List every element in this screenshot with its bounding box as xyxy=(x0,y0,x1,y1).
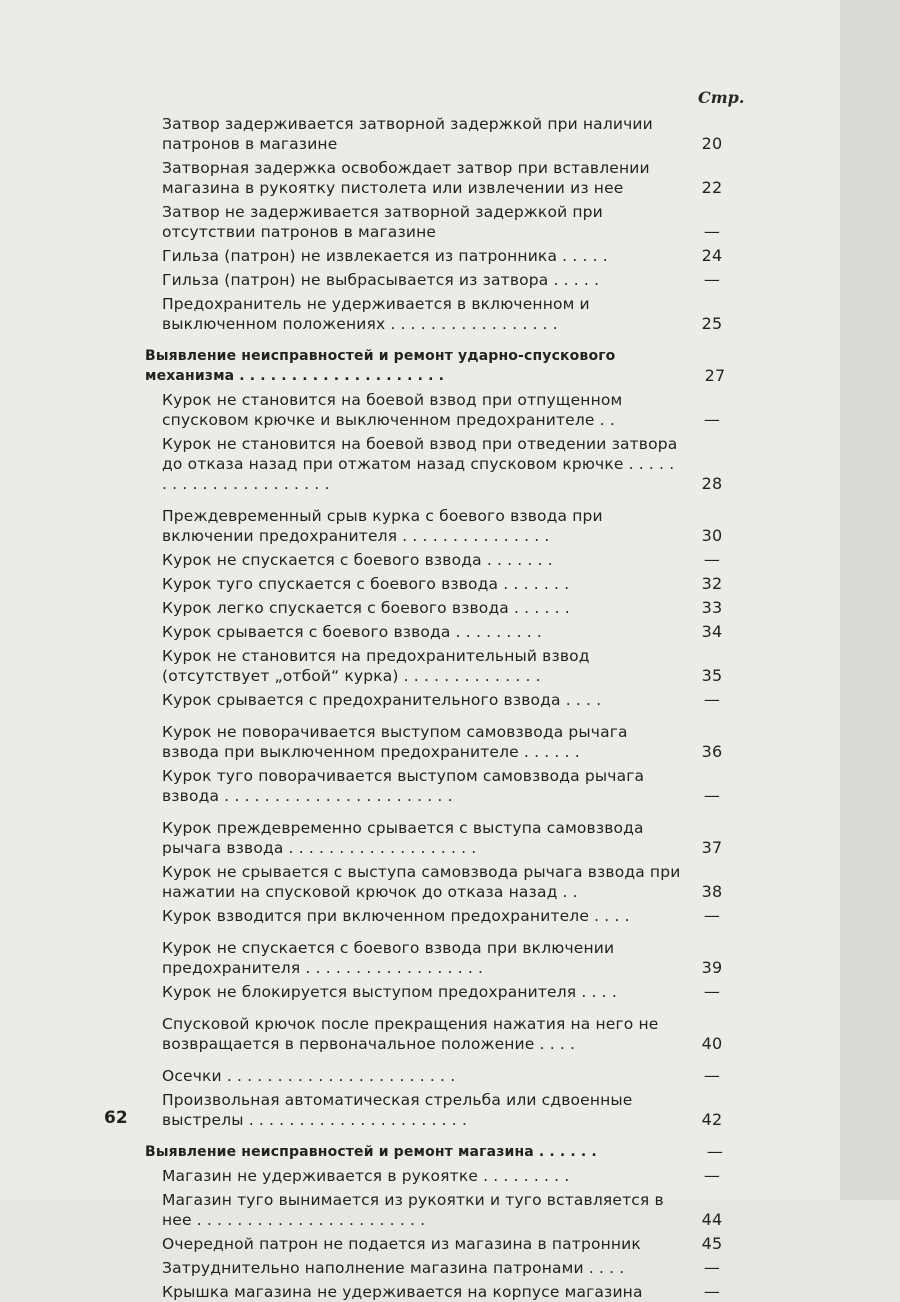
toc-entry-title: Гильза (патрон) не выбрасывается из затвора . . . . . xyxy=(162,271,600,289)
toc-entry-page: — xyxy=(703,1166,721,1185)
toc-entry-title: Курок не спускается с боевого взвода . . . . . . . xyxy=(162,551,553,569)
toc-entry-page: — xyxy=(706,1142,724,1161)
toc-entry-title: Курок туго поворачивается выступом самовзвода рычага взвода . . . . . . . . . . . . . . . . . . . . . . . xyxy=(162,767,645,805)
toc-entry-title: Курок не становится на предохранительный взвод (отсутствует „отбой“ курка) . . . . . . . . . . . . . . xyxy=(162,647,590,685)
toc-entry xyxy=(162,906,721,926)
toc-entry-title: Курок легко спускается с боевого взвода . . . . . . xyxy=(162,599,570,617)
toc-entry xyxy=(162,722,723,762)
toc-entry xyxy=(162,270,721,290)
toc-entry xyxy=(162,622,723,642)
toc-entry xyxy=(162,938,723,978)
toc-entry-title: Курок не становится на боевой взвод при отпущенном спусковом крючке и выключенном предохранителе . . xyxy=(162,391,623,429)
toc-entry xyxy=(162,506,723,546)
toc-entry-title: Осечки . . . . . . . . . . . . . . . . . . . . . . . xyxy=(162,1067,456,1085)
toc-entry xyxy=(162,1066,721,1086)
toc-entry xyxy=(162,158,723,198)
toc-entry xyxy=(162,1258,721,1278)
toc-entry-page: 28 xyxy=(701,474,723,493)
toc-entry-title: Произвольная автоматическая стрельба или сдвоенные выстрелы . . . . . . . . . . . . . . . . . . . . . . xyxy=(162,1091,633,1129)
toc-entry xyxy=(162,202,721,242)
toc-entry-title: Затвор не задерживается затворной задержкой при отсутствии патронов в магазине xyxy=(162,203,603,241)
toc-entry-page: 38 xyxy=(701,882,723,901)
toc-entry xyxy=(162,246,723,266)
toc-entry-title: Курок срывается с боевого взвода . . . . . . . . . xyxy=(162,623,542,641)
toc-entry-page: — xyxy=(703,550,721,569)
toc-entry xyxy=(162,1166,721,1186)
toc-entry-title: Курок не срывается с выступа самовзвода рычага взвода при нажатии на спусковой крючок до отказа назад . . xyxy=(162,863,681,901)
toc-entry-page: 39 xyxy=(701,958,723,977)
toc-entry xyxy=(162,862,723,902)
toc-entry-title: Курок взводится при включенном предохранителе . . . . xyxy=(162,907,630,925)
toc-entry xyxy=(162,1234,723,1254)
toc-entry xyxy=(162,598,723,618)
toc-entry xyxy=(162,982,721,1002)
page-number: 62 xyxy=(104,1108,128,1128)
toc-entry xyxy=(162,1014,723,1054)
toc-entry-title: Курок не блокируется выступом предохранителя . . . . xyxy=(162,983,617,1001)
toc-entry-title: Магазин туго вынимается из рукоятки и туго вставляется в нее . . . . . . . . . . . . . . . . . . . . . . . xyxy=(162,1191,664,1229)
toc-entry-title: Курок преждевременно срывается с выступа самовзвода рычага взвода . . . . . . . . . . . . . . . . . . . xyxy=(162,819,644,857)
toc-entry-page: — xyxy=(703,982,721,1001)
toc-entry-page: — xyxy=(703,906,721,925)
toc-entry-title: Курок не становится на боевой взвод при отведении затвора до отказа назад при отжатом назад спусковом крючке . . . . . . . . . . . . . . . . . . . . . . xyxy=(162,435,678,493)
toc-entry-page: — xyxy=(703,1258,721,1277)
toc-entry xyxy=(162,1190,723,1230)
toc-entry xyxy=(162,646,723,686)
toc-entry xyxy=(162,434,723,494)
page-column-header: Стр. xyxy=(698,88,745,107)
toc-entry-page: — xyxy=(703,690,721,709)
toc-entry xyxy=(162,550,721,570)
toc-entry-title: Курок не спускается с боевого взвода при включении предохранителя . . . . . . . . . . . . . . . . . . xyxy=(162,939,615,977)
toc-entry-page: — xyxy=(703,1282,721,1301)
toc-entry-page: 27 xyxy=(704,366,726,385)
toc-entry-page: — xyxy=(703,786,721,805)
toc-entry-page: — xyxy=(703,222,721,241)
toc-entry-page: 42 xyxy=(701,1110,723,1129)
toc-section-heading xyxy=(145,346,726,386)
toc-entry-page: 22 xyxy=(701,178,723,197)
toc-entry-page: — xyxy=(703,1066,721,1085)
toc-entry-title: Гильза (патрон) не извлекается из патронника . . . . . xyxy=(162,247,608,265)
toc-entry-title: Преждевременный срыв курка с боевого взвода при включении предохранителя . . . . . . . . . . . . . . . xyxy=(162,507,603,545)
toc-entry-page: 34 xyxy=(701,622,723,641)
toc-entry-page: 36 xyxy=(701,742,723,761)
toc-entry-page: 30 xyxy=(701,526,723,545)
toc-entry-page: — xyxy=(703,270,721,289)
toc-entry-page: 32 xyxy=(701,574,723,593)
toc-entry-title: Предохранитель не удерживается в включенном и выключенном положениях . . . . . . . . . . . . . . . . . xyxy=(162,295,590,333)
toc-entry-title: Крышка магазина не удерживается на корпусе магазина xyxy=(162,1283,643,1301)
toc-entry-title: Курок туго спускается с боевого взвода . . . . . . . xyxy=(162,575,570,593)
toc-entry-page: 33 xyxy=(701,598,723,617)
toc-entry xyxy=(162,114,723,154)
toc-entry xyxy=(162,1090,723,1130)
toc-entry-title: Выявление неисправностей и ремонт магазина . . . . . . xyxy=(145,1144,597,1160)
toc-entry-page: 35 xyxy=(701,666,723,685)
toc-entry-title: Спусковой крючок после прекращения нажатия на него не возвращается в первоначальное положение . . . . xyxy=(162,1015,659,1053)
toc-section-heading xyxy=(145,1142,724,1162)
toc-entry-page: 25 xyxy=(701,314,723,333)
toc-entry-title: Затруднительно наполнение магазина патронами . . . . xyxy=(162,1259,625,1277)
toc-entry-title: Магазин не удерживается в рукоятке . . . . . . . . . xyxy=(162,1167,570,1185)
toc-entry xyxy=(162,390,721,430)
toc-entry xyxy=(162,818,723,858)
toc-entry-page: 44 xyxy=(701,1210,723,1229)
toc-entry-page: 37 xyxy=(701,838,723,857)
adjacent-page-edge xyxy=(840,0,900,1200)
toc-entry-title: Выявление неисправностей и ремонт ударно-спускового механизма . . . . . . . . . . . . . . . . . . . . xyxy=(145,348,616,384)
toc-entry-title: Очередной патрон не подается из магазина в патронник xyxy=(162,1235,641,1253)
toc-entry xyxy=(162,1282,721,1302)
toc-entry-page: — xyxy=(703,410,721,429)
toc-entry xyxy=(162,690,721,710)
toc-entry-title: Курок срывается с предохранительного взвода . . . . xyxy=(162,691,602,709)
toc-entry-title: Курок не поворачивается выступом самовзвода рычага взвода при выключенном предохранителе . . . . . . xyxy=(162,723,628,761)
toc-entry-page: 20 xyxy=(701,134,723,153)
toc-entry-title: Затворная задержка освобождает затвор при вставлении магазина в рукоятку пистолета или извлечении из нее xyxy=(162,159,650,197)
toc-entry-page: 45 xyxy=(701,1234,723,1253)
toc-entry-page: 24 xyxy=(701,246,723,265)
toc-entry xyxy=(162,766,721,806)
toc-entry-title: Затвор задерживается затворной задержкой при наличии патронов в магазине xyxy=(162,115,653,153)
toc-entry xyxy=(162,294,723,334)
toc-entry xyxy=(162,574,723,594)
toc-entry-page: 40 xyxy=(701,1034,723,1053)
